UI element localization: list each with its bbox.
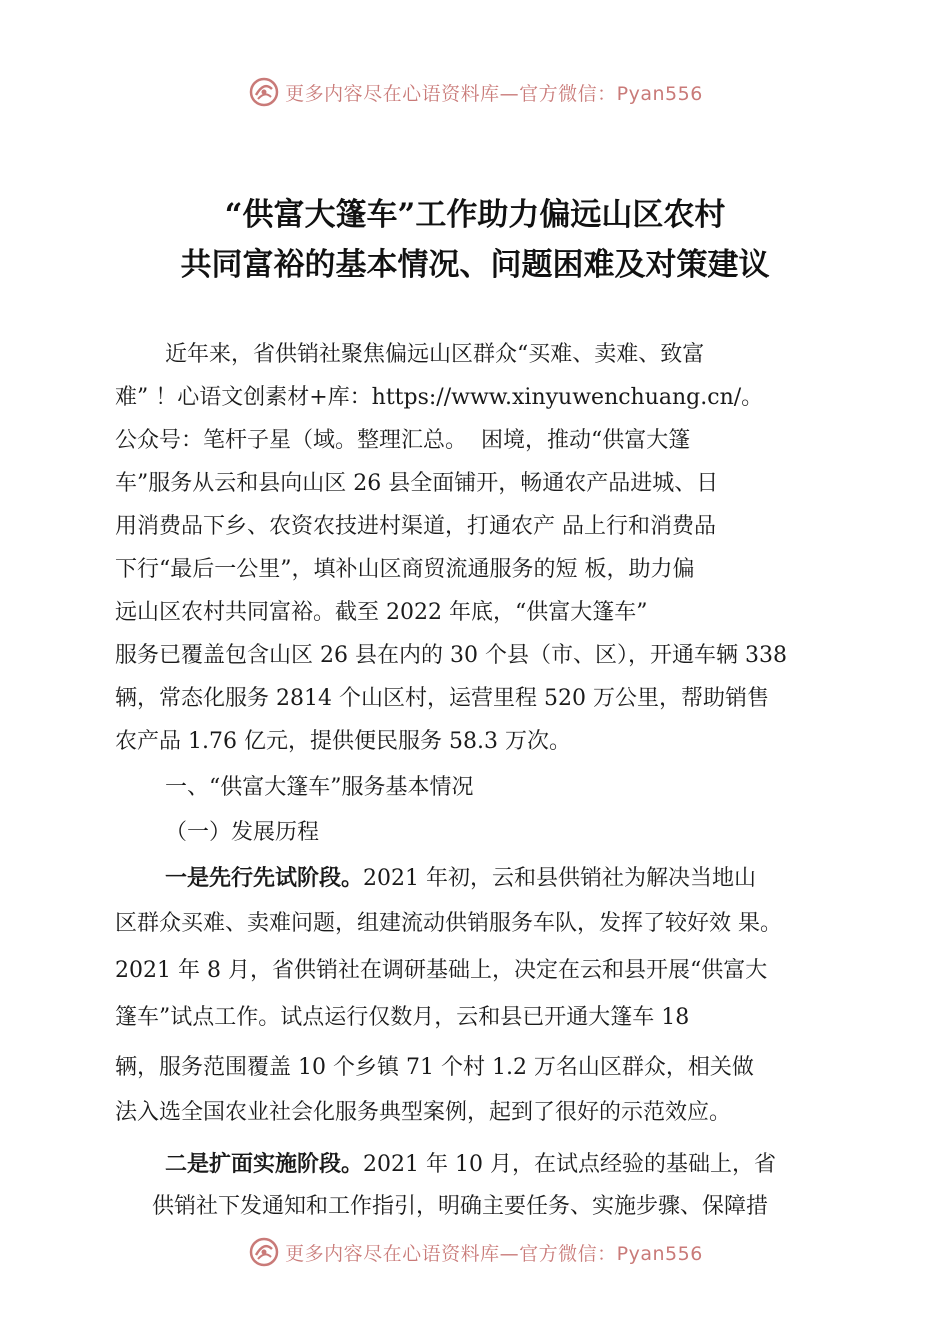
body-line: 用消费品下乡、农资农技进村渠道，打通农产 品上行和消费品	[115, 514, 716, 539]
seal-logo-icon	[247, 1235, 281, 1269]
subsection-heading: （一）发展历程	[165, 820, 320, 845]
body-line: 辆，常态化服务 2814 个山区村，运营里程 520 万公里，帮助销售	[115, 686, 769, 711]
body-line: 农产品 1.76 亿元，提供便民服务 58.3 万次。	[115, 729, 571, 754]
paragraph-line: 法入选全国农业社会化服务典型案例，起到了很好的示范效应。	[115, 1100, 732, 1125]
section-heading: 一、“供富大篷车”服务基本情况	[165, 775, 474, 800]
paragraph-line: 供销社下发通知和工作指引，明确主要任务、实施步骤、保障措	[152, 1194, 769, 1219]
paragraph-line: 篷车”试点工作。试点运行仅数月，云和县已开通大篷车 18	[115, 1005, 690, 1030]
body-line: 服务已覆盖包含山区 26 县在内的 30 个县（市、区），开通车辆 338	[115, 643, 787, 668]
footer-banner	[0, 1232, 950, 1272]
body-line: 近年来，省供销社聚焦偏远山区群众“买难、卖难、致富	[165, 342, 705, 367]
paragraph-line: 辆，服务范围覆盖 10 个乡镇 71 个村 1.2 万名山区群众，相关做	[115, 1055, 754, 1080]
paragraph-text: 2021 年 10 月，在试点经验的基础上，省	[363, 1152, 776, 1177]
paragraph-text: 2021 年初，云和县供销社为解决当地山	[363, 866, 756, 891]
body-line: 公众号：笔杆子星（域。整理汇总。 困境，推动“供富大篷	[115, 428, 691, 453]
paragraph-line: 区群众买难、卖难问题，组建流动供销服务车队，发挥了较好效 果。	[115, 911, 782, 936]
banner-text: 更多内容尽在心语资料库—官方微信：Pyan556	[285, 82, 703, 105]
body-line: 车”服务从云和县向山区 26 县全面铺开，畅通农产品进城、日	[115, 471, 719, 496]
body-line: 难” ！心语文创素材+库：https://www.xinyuwenchuang.cn/。	[115, 385, 764, 410]
paragraph-line: 2021 年 8 月，省供销社在调研基础上，决定在云和县开展“供富大	[115, 958, 768, 983]
body-line: 远山区农村共同富裕。截至 2022 年底，“供富大篷车”	[115, 600, 648, 625]
paragraph-lead: 二是扩面实施阶段。	[165, 1152, 364, 1177]
body-line: 下行“最后一公里”，填补山区商贸流通服务的短 板，助力偏	[115, 557, 695, 582]
paragraph-line	[165, 864, 756, 894]
title-line-2: 共同富裕的基本情况、问题困难及对策建议	[180, 247, 770, 283]
paragraph-line	[165, 1150, 776, 1180]
header-banner	[0, 72, 950, 112]
banner-text: 更多内容尽在心语资料库—官方微信：Pyan556	[285, 1242, 703, 1265]
title-line-1: “供富大篷车”工作助力偏远山区农村	[224, 197, 726, 233]
document-title	[0, 190, 950, 290]
paragraph-lead: 一是先行先试阶段。	[165, 866, 364, 891]
seal-logo-icon	[247, 75, 281, 109]
